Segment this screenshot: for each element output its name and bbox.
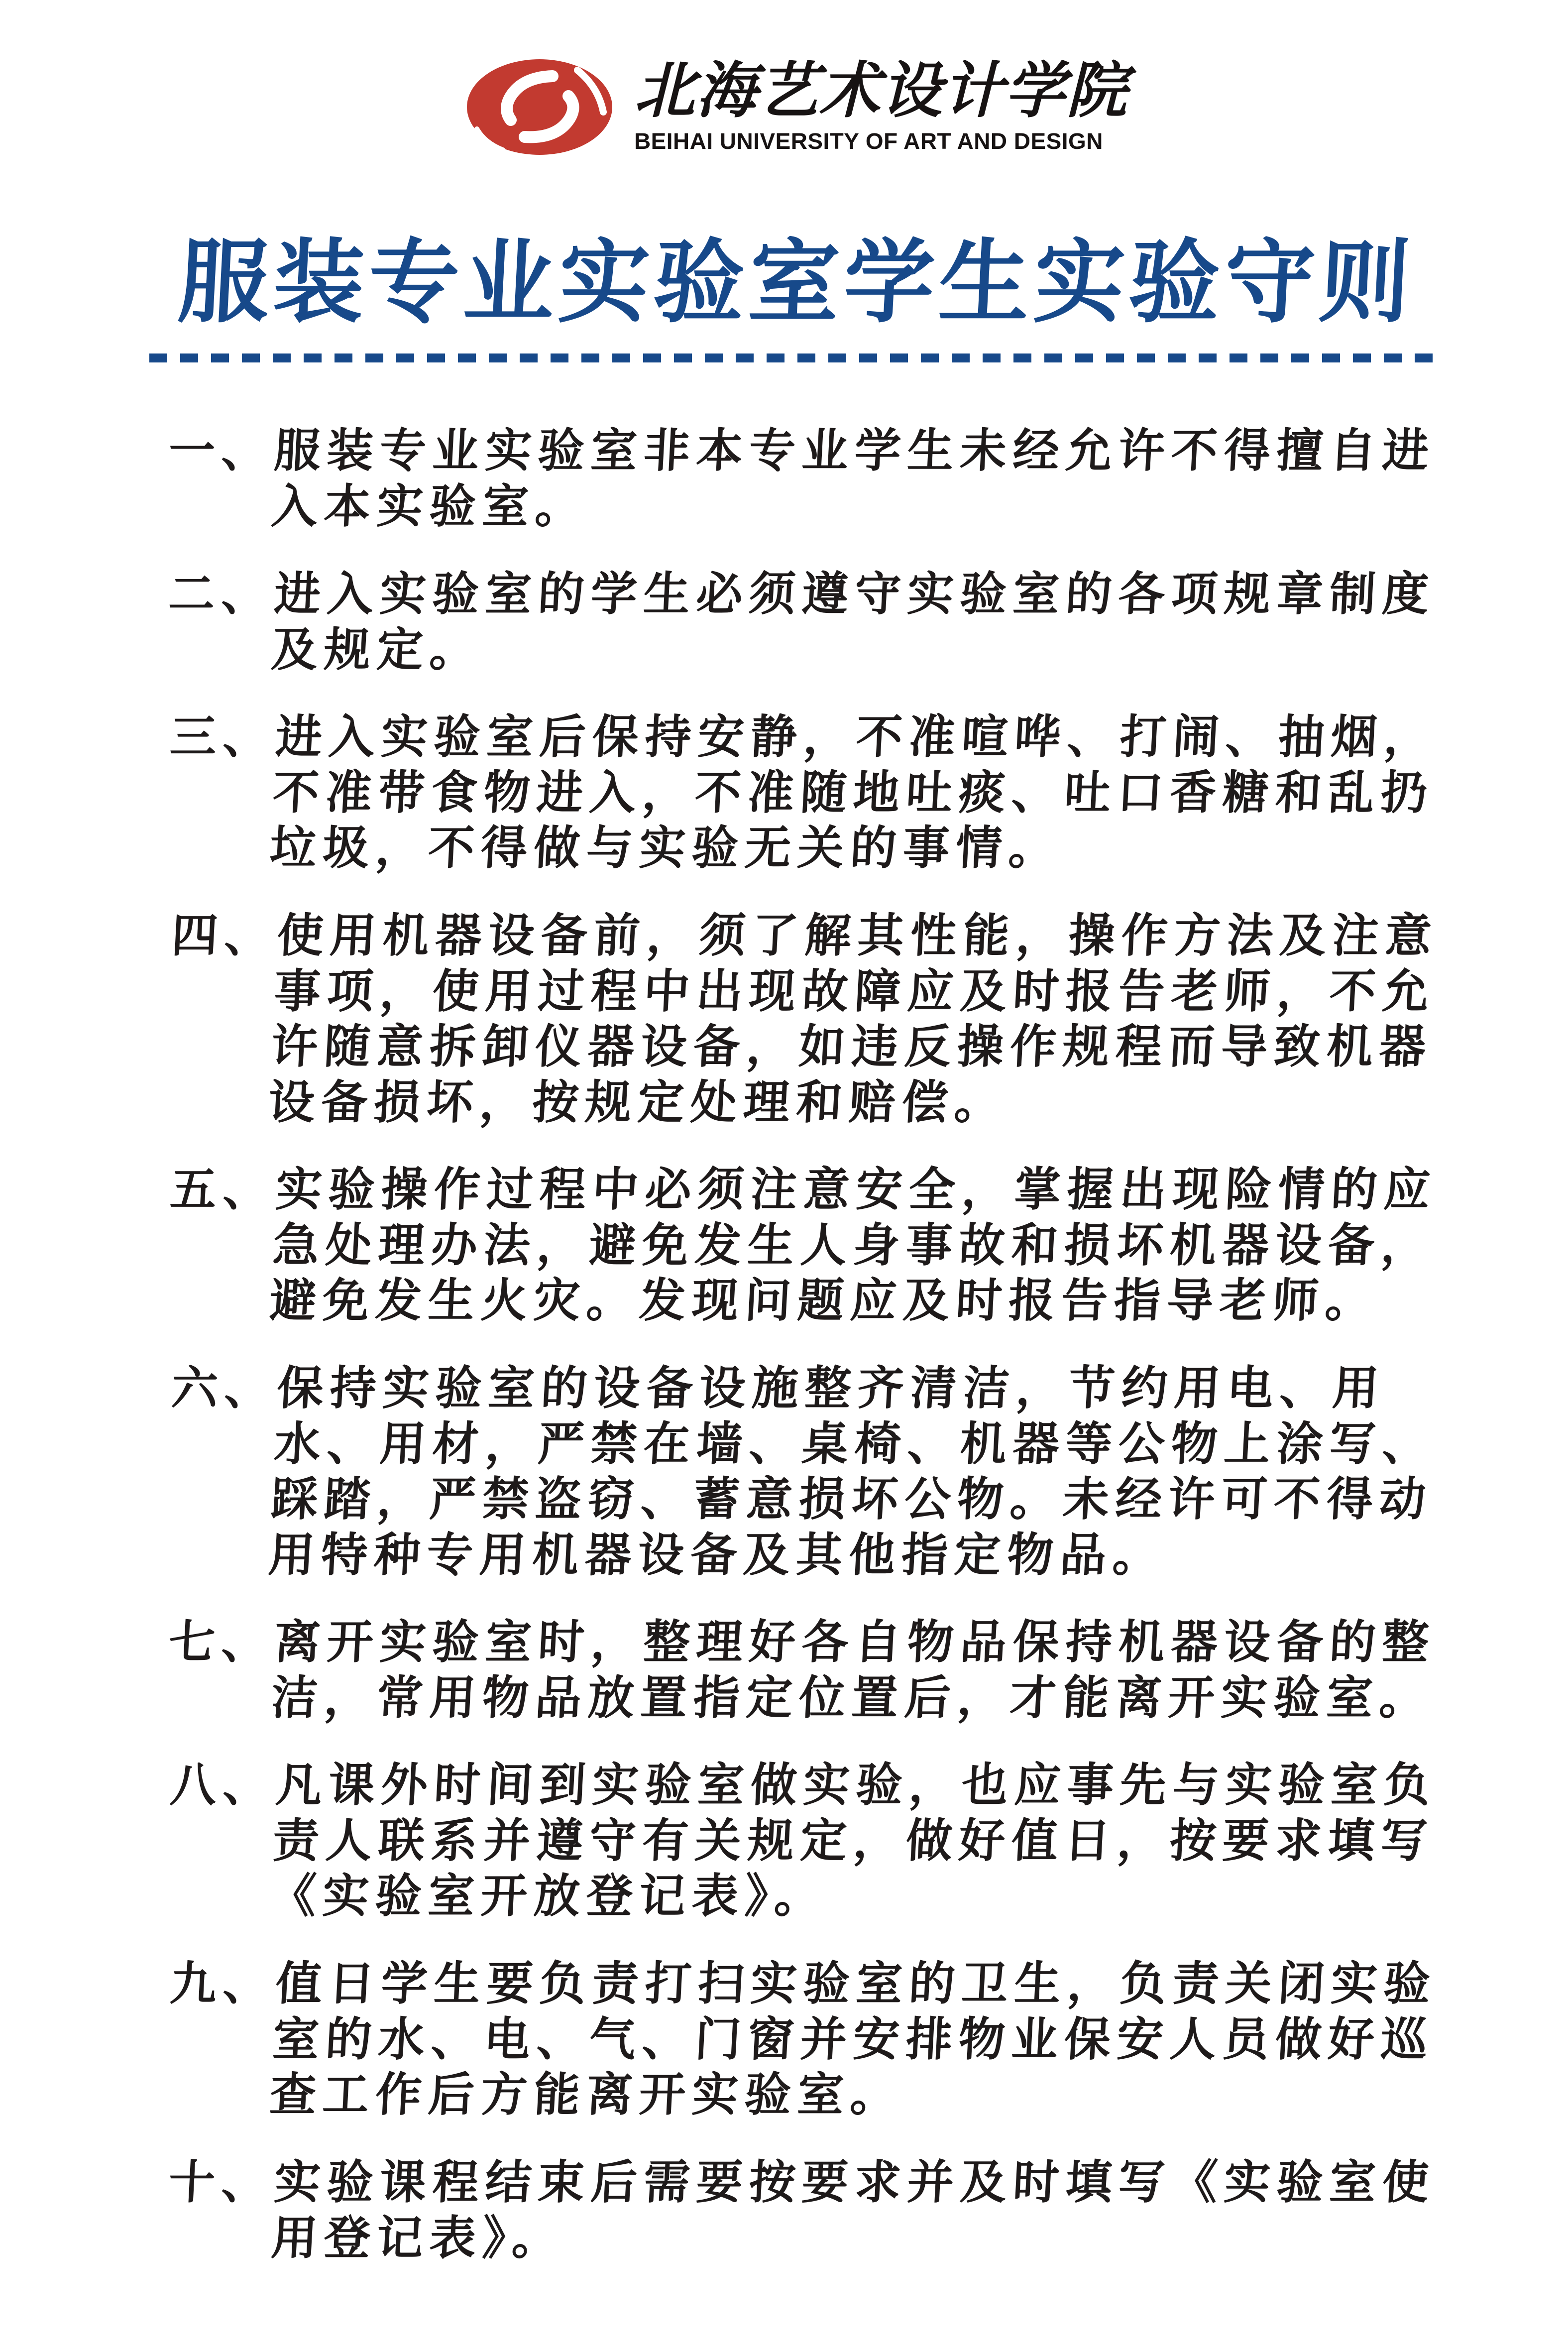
rule-number: 七、 <box>167 1616 276 1668</box>
rule-number: 八、 <box>169 1759 277 1811</box>
rule-number: 一、 <box>167 425 276 477</box>
rule-item <box>145 1162 1448 1329</box>
rule-item <box>143 1361 1449 1583</box>
rule-text: 进入实验室的学生必须遵守实验室的各项规章制度 及规定。 <box>270 568 1437 676</box>
rule-text: 进入实验室后保持安静，不准喧哗、打闹、抽烟， 不准带食物进入，不准随地吐痰、吐口香糖和乱扔 垃圾，不得做与实验无关的事情。 <box>268 710 1438 874</box>
rule-text: 保持实验室的设备设施整齐清洁，节约用电、用 水、用材，严禁在墙、桌椅、机器等公物上涂写、 踩踏，严禁盗窃、蓄意损坏公物。未经许可不得动 用特种专用机器设备及其他指定物品。 <box>267 1362 1437 1581</box>
rule-text: 实验课程结束后需要按要求并及时填写《实验室使 用登记表》。 <box>270 2156 1437 2264</box>
rule-item <box>146 423 1447 534</box>
university-name-english: BEIHAI UNIVERSITY OF ART AND DESIGN <box>634 128 1103 154</box>
rule-item <box>143 908 1449 1130</box>
rule-item <box>146 1615 1447 1726</box>
rule-number: 九、 <box>169 1958 277 2010</box>
rule-text: 凡课外时间到实验室做实验，也应事先与实验室负 责人联系并遵守有关规定，做好值日，按要求填写 《实验室开放登记表》。 <box>268 1759 1438 1922</box>
rule-item <box>145 709 1448 876</box>
rule-text: 使用机器设备前，须了解其性能，操作方法及注意 事项，使用过程中出现故障应及时报告老师，不允 许随意拆卸仪器设备，如违反操作规程而导致机器 设备损坏，按规定处理和赔偿。 <box>267 909 1440 1128</box>
dashed-divider <box>149 353 1444 362</box>
rule-number: 六、 <box>170 1362 279 1414</box>
rule-text: 离开实验室时，整理好各自物品保持机器设备的整 洁，常用物品放置指定位置后，才能离开实验室。 <box>270 1616 1437 1724</box>
rule-number: 十、 <box>167 2156 276 2208</box>
rule-number: 四、 <box>170 909 279 961</box>
rule-text: 实验操作过程中必须注意安全，掌握出现险情的应 急处理办法，避免发生人身事故和损坏机器设备， 避免发生火灾。发现问题应及时报告指导老师。 <box>268 1163 1438 1327</box>
rule-item <box>145 1956 1448 2123</box>
rule-item <box>145 1758 1448 1924</box>
rule-number: 二、 <box>167 568 276 620</box>
university-name-block <box>634 57 1128 154</box>
rule-number: 五、 <box>169 1163 277 1215</box>
university-header <box>149 50 1444 164</box>
rule-number: 三、 <box>169 710 277 763</box>
university-logo-swirl-icon <box>465 55 614 159</box>
rules-list <box>149 423 1444 2266</box>
university-name-chinese: 北海艺术设计学院 <box>634 57 1128 125</box>
rule-text: 值日学生要负责打扫实验室的卫生，负责关闭实验 室的水、电、气、门窗并安排物业保安人员做好巡 查工作后方能离开实验室。 <box>268 1958 1438 2121</box>
rule-item <box>146 2155 1447 2266</box>
page-title: 服装专业实验室学生实验守则 <box>176 232 1417 333</box>
rule-item <box>146 567 1447 678</box>
rule-text: 服装专业实验室非本专业学生未经允许不得擅自进 入本实验室。 <box>270 425 1437 532</box>
